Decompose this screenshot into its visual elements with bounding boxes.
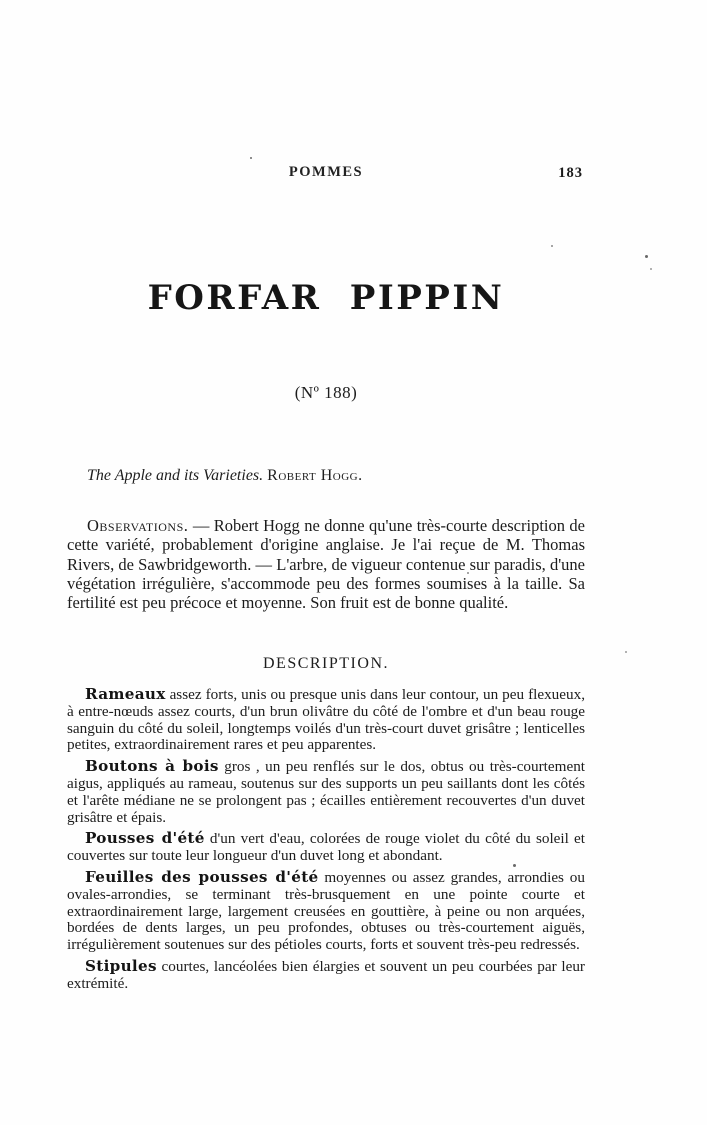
scan-speck bbox=[551, 245, 553, 247]
entry-term: Stipules bbox=[85, 956, 157, 975]
bibliographic-reference bbox=[67, 467, 585, 485]
page-number: 183 bbox=[558, 165, 583, 181]
entry-feuilles-des-pousses-dete bbox=[67, 869, 585, 954]
entry-text: courtes, lancéolées bien élargies et souvent un peu courbées par leur extrémité. bbox=[67, 957, 585, 992]
entry-term: Boutons à bois bbox=[85, 757, 219, 776]
entry-text: d'un vert d'eau, colorées de rouge violet du côté du soleil et couvertes sur toute leur longueur d'un duvet long et abondant. bbox=[67, 830, 586, 865]
observations-lead: Observations. bbox=[87, 516, 189, 535]
entry-pousses-dete bbox=[67, 830, 585, 865]
scan-speck bbox=[650, 268, 652, 270]
reference-work-title: The Apple and its Varieties. bbox=[87, 467, 264, 484]
entry-term: Feuilles des pousses d'été bbox=[85, 867, 319, 886]
reference-author: Robert Hogg. bbox=[267, 467, 363, 484]
entry-boutons-a-bois bbox=[67, 758, 585, 826]
observations-text: — Robert Hogg ne donne qu'une très-courte description de cette variété, probablement d'origine anglaise. Je l'ai reçue de M. Thomas Rivers, de Sawbridgeworth. — L'arbre, de vigueur contenue sur paradis, d'une végétation irrégulière, s'accommode peu des formes soumises à la taille. Sa fertilité est peu précoce et moyenne. Son fruit est de bonne qualité. bbox=[67, 516, 586, 613]
scan-speck bbox=[645, 255, 648, 258]
scan-speck bbox=[625, 651, 627, 653]
scan-speck bbox=[250, 157, 252, 159]
entry-term: Pousses d'été bbox=[85, 829, 205, 848]
entry-text: assez forts, unis ou presque unis dans leur contour, un peu flexueux, à entre-nœuds assez courts, d'un brun olivâtre du côté de l'ombre et d'un beau rouge sanguin du côté du soleil, longtemps voilés d'un très-court duvet grisâtre ; lenticelles petites, extraordinairement rares et peu apparentes. bbox=[67, 686, 586, 754]
variety-title: FORFAR PIPPIN bbox=[147, 278, 505, 318]
entry-text: gros , un peu renflés sur le dos, obtus ou très-courtement aigus, appliqués au rameau, soutenus sur des supports un peu saillants dont les côtés et l'arête médiane ne se prolongent pas ; écailles entièrement recouvertes d'un duvet grisâtre et épais. bbox=[67, 758, 586, 826]
entry-text: moyennes ou assez grandes, arrondies ou ovales-arrondies, se terminant très-brusquement en une pointe courte et extraordinairement large, largement creusées en gouttière, à peine ou non arquées, bordées de dents larges, un peu profondes, obtuses ou très-courtement aiguës, irrégulièrement soutenues sur des pétioles courts, forts et souvent très-peu redressés. bbox=[67, 868, 585, 954]
observations-paragraph bbox=[67, 516, 585, 612]
description-heading: DESCRIPTION. bbox=[262, 655, 389, 672]
entry-stipules bbox=[67, 958, 585, 993]
entry-term: Rameaux bbox=[85, 685, 166, 703]
entry-rameaux bbox=[67, 686, 585, 754]
running-head bbox=[67, 164, 585, 182]
description-entries bbox=[67, 686, 585, 997]
variety-number: (Nº 188) bbox=[294, 383, 358, 402]
running-title: POMMES bbox=[288, 164, 364, 180]
